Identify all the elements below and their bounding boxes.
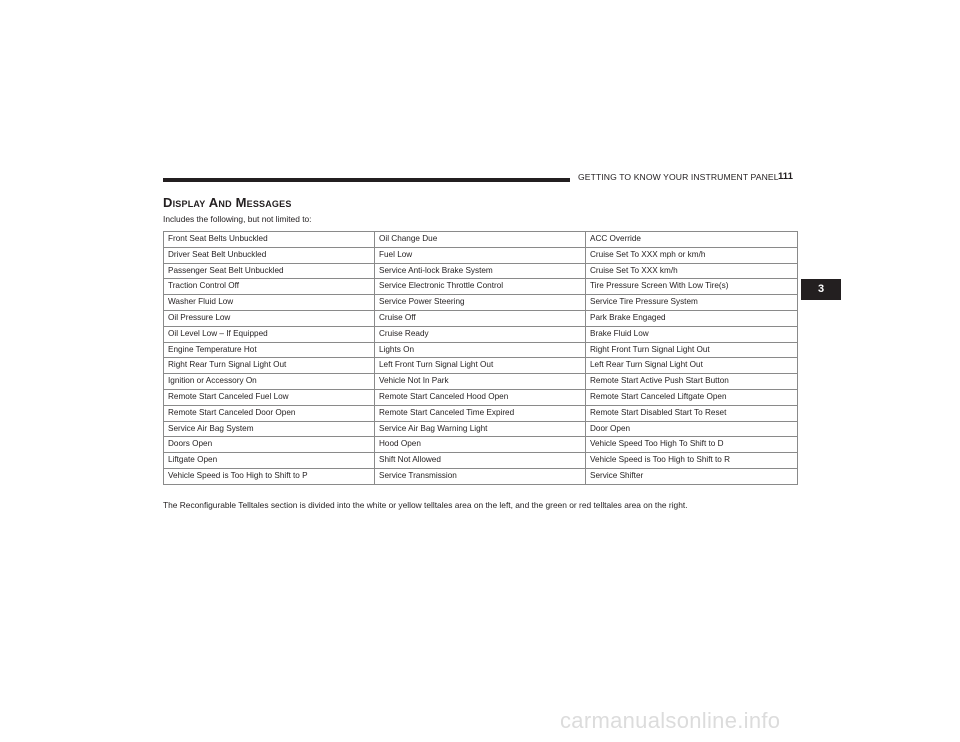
table-row xyxy=(164,342,798,358)
messages-table xyxy=(163,231,798,485)
table-cell: Left Rear Turn Signal Light Out xyxy=(586,358,798,374)
table-cell: Left Front Turn Signal Light Out xyxy=(375,358,586,374)
table-cell: Tire Pressure Screen With Low Tire(s) xyxy=(586,279,798,295)
intro-text: Includes the following, but not limited to: xyxy=(163,214,312,224)
table-cell: Engine Temperature Hot xyxy=(164,342,375,358)
table-cell: Oil Change Due xyxy=(375,232,586,248)
telltales-paragraph: The Reconfigurable Telltales section is divided into the white or yellow telltales area on the left, and the green or red telltales area on the right. xyxy=(163,500,688,510)
table-cell: ACC Override xyxy=(586,232,798,248)
table-cell: Service Power Steering xyxy=(375,295,586,311)
table-cell: Cruise Set To XXX mph or km/h xyxy=(586,247,798,263)
table-cell: Service Shifter xyxy=(586,468,798,484)
chapter-tab: 3 xyxy=(801,279,841,300)
table-cell: Remote Start Canceled Fuel Low xyxy=(164,389,375,405)
table-row xyxy=(164,389,798,405)
table-row xyxy=(164,405,798,421)
table-cell: Hood Open xyxy=(375,437,586,453)
header-rule xyxy=(163,178,570,182)
table-cell: Cruise Set To XXX km/h xyxy=(586,263,798,279)
table-row xyxy=(164,468,798,484)
table-cell: Service Air Bag Warning Light xyxy=(375,421,586,437)
table-cell: Service Transmission xyxy=(375,468,586,484)
table-cell: Park Brake Engaged xyxy=(586,310,798,326)
table-cell: Door Open xyxy=(586,421,798,437)
table-cell: Service Tire Pressure System xyxy=(586,295,798,311)
table-row xyxy=(164,358,798,374)
table-cell: Oil Level Low – If Equipped xyxy=(164,326,375,342)
table-cell: Remote Start Disabled Start To Reset xyxy=(586,405,798,421)
table-row xyxy=(164,421,798,437)
table-cell: Service Air Bag System xyxy=(164,421,375,437)
table-cell: Oil Pressure Low xyxy=(164,310,375,326)
table-cell: Fuel Low xyxy=(375,247,586,263)
table-row xyxy=(164,247,798,263)
table-cell: Remote Start Canceled Time Expired xyxy=(375,405,586,421)
table-cell: Doors Open xyxy=(164,437,375,453)
table-row xyxy=(164,279,798,295)
table-row xyxy=(164,295,798,311)
table-cell: Liftgate Open xyxy=(164,453,375,469)
table-cell: Vehicle Speed is Too High to Shift to R xyxy=(586,453,798,469)
table-cell: Service Anti-lock Brake System xyxy=(375,263,586,279)
table-cell: Ignition or Accessory On xyxy=(164,374,375,390)
table-cell: Passenger Seat Belt Unbuckled xyxy=(164,263,375,279)
table-cell: Remote Start Canceled Hood Open xyxy=(375,389,586,405)
messages-table-body xyxy=(164,232,798,485)
table-cell: Vehicle Speed Too High To Shift to D xyxy=(586,437,798,453)
table-cell: Lights On xyxy=(375,342,586,358)
table-row xyxy=(164,326,798,342)
table-cell: Right Rear Turn Signal Light Out xyxy=(164,358,375,374)
table-row xyxy=(164,437,798,453)
table-cell: Shift Not Allowed xyxy=(375,453,586,469)
table-cell: Front Seat Belts Unbuckled xyxy=(164,232,375,248)
table-cell: Cruise Off xyxy=(375,310,586,326)
table-cell: Brake Fluid Low xyxy=(586,326,798,342)
table-cell: Vehicle Not In Park xyxy=(375,374,586,390)
table-cell: Vehicle Speed is Too High to Shift to P xyxy=(164,468,375,484)
table-row xyxy=(164,374,798,390)
table-cell: Remote Start Active Push Start Button xyxy=(586,374,798,390)
table-row xyxy=(164,232,798,248)
table-cell: Washer Fluid Low xyxy=(164,295,375,311)
table-row xyxy=(164,453,798,469)
watermark: carmanualsonline.info xyxy=(560,708,781,733)
table-cell: Remote Start Canceled Liftgate Open xyxy=(586,389,798,405)
table-cell: Cruise Ready xyxy=(375,326,586,342)
table-cell: Right Front Turn Signal Light Out xyxy=(586,342,798,358)
running-header-title: GETTING TO KNOW YOUR INSTRUMENT PANEL xyxy=(578,172,779,182)
section-title: Display And Messages xyxy=(163,195,292,210)
table-cell: Driver Seat Belt Unbuckled xyxy=(164,247,375,263)
table-row xyxy=(164,263,798,279)
table-cell: Remote Start Canceled Door Open xyxy=(164,405,375,421)
page-number: 111 xyxy=(778,171,793,182)
table-cell: Traction Control Off xyxy=(164,279,375,295)
table-cell: Service Electronic Throttle Control xyxy=(375,279,586,295)
table-row xyxy=(164,310,798,326)
